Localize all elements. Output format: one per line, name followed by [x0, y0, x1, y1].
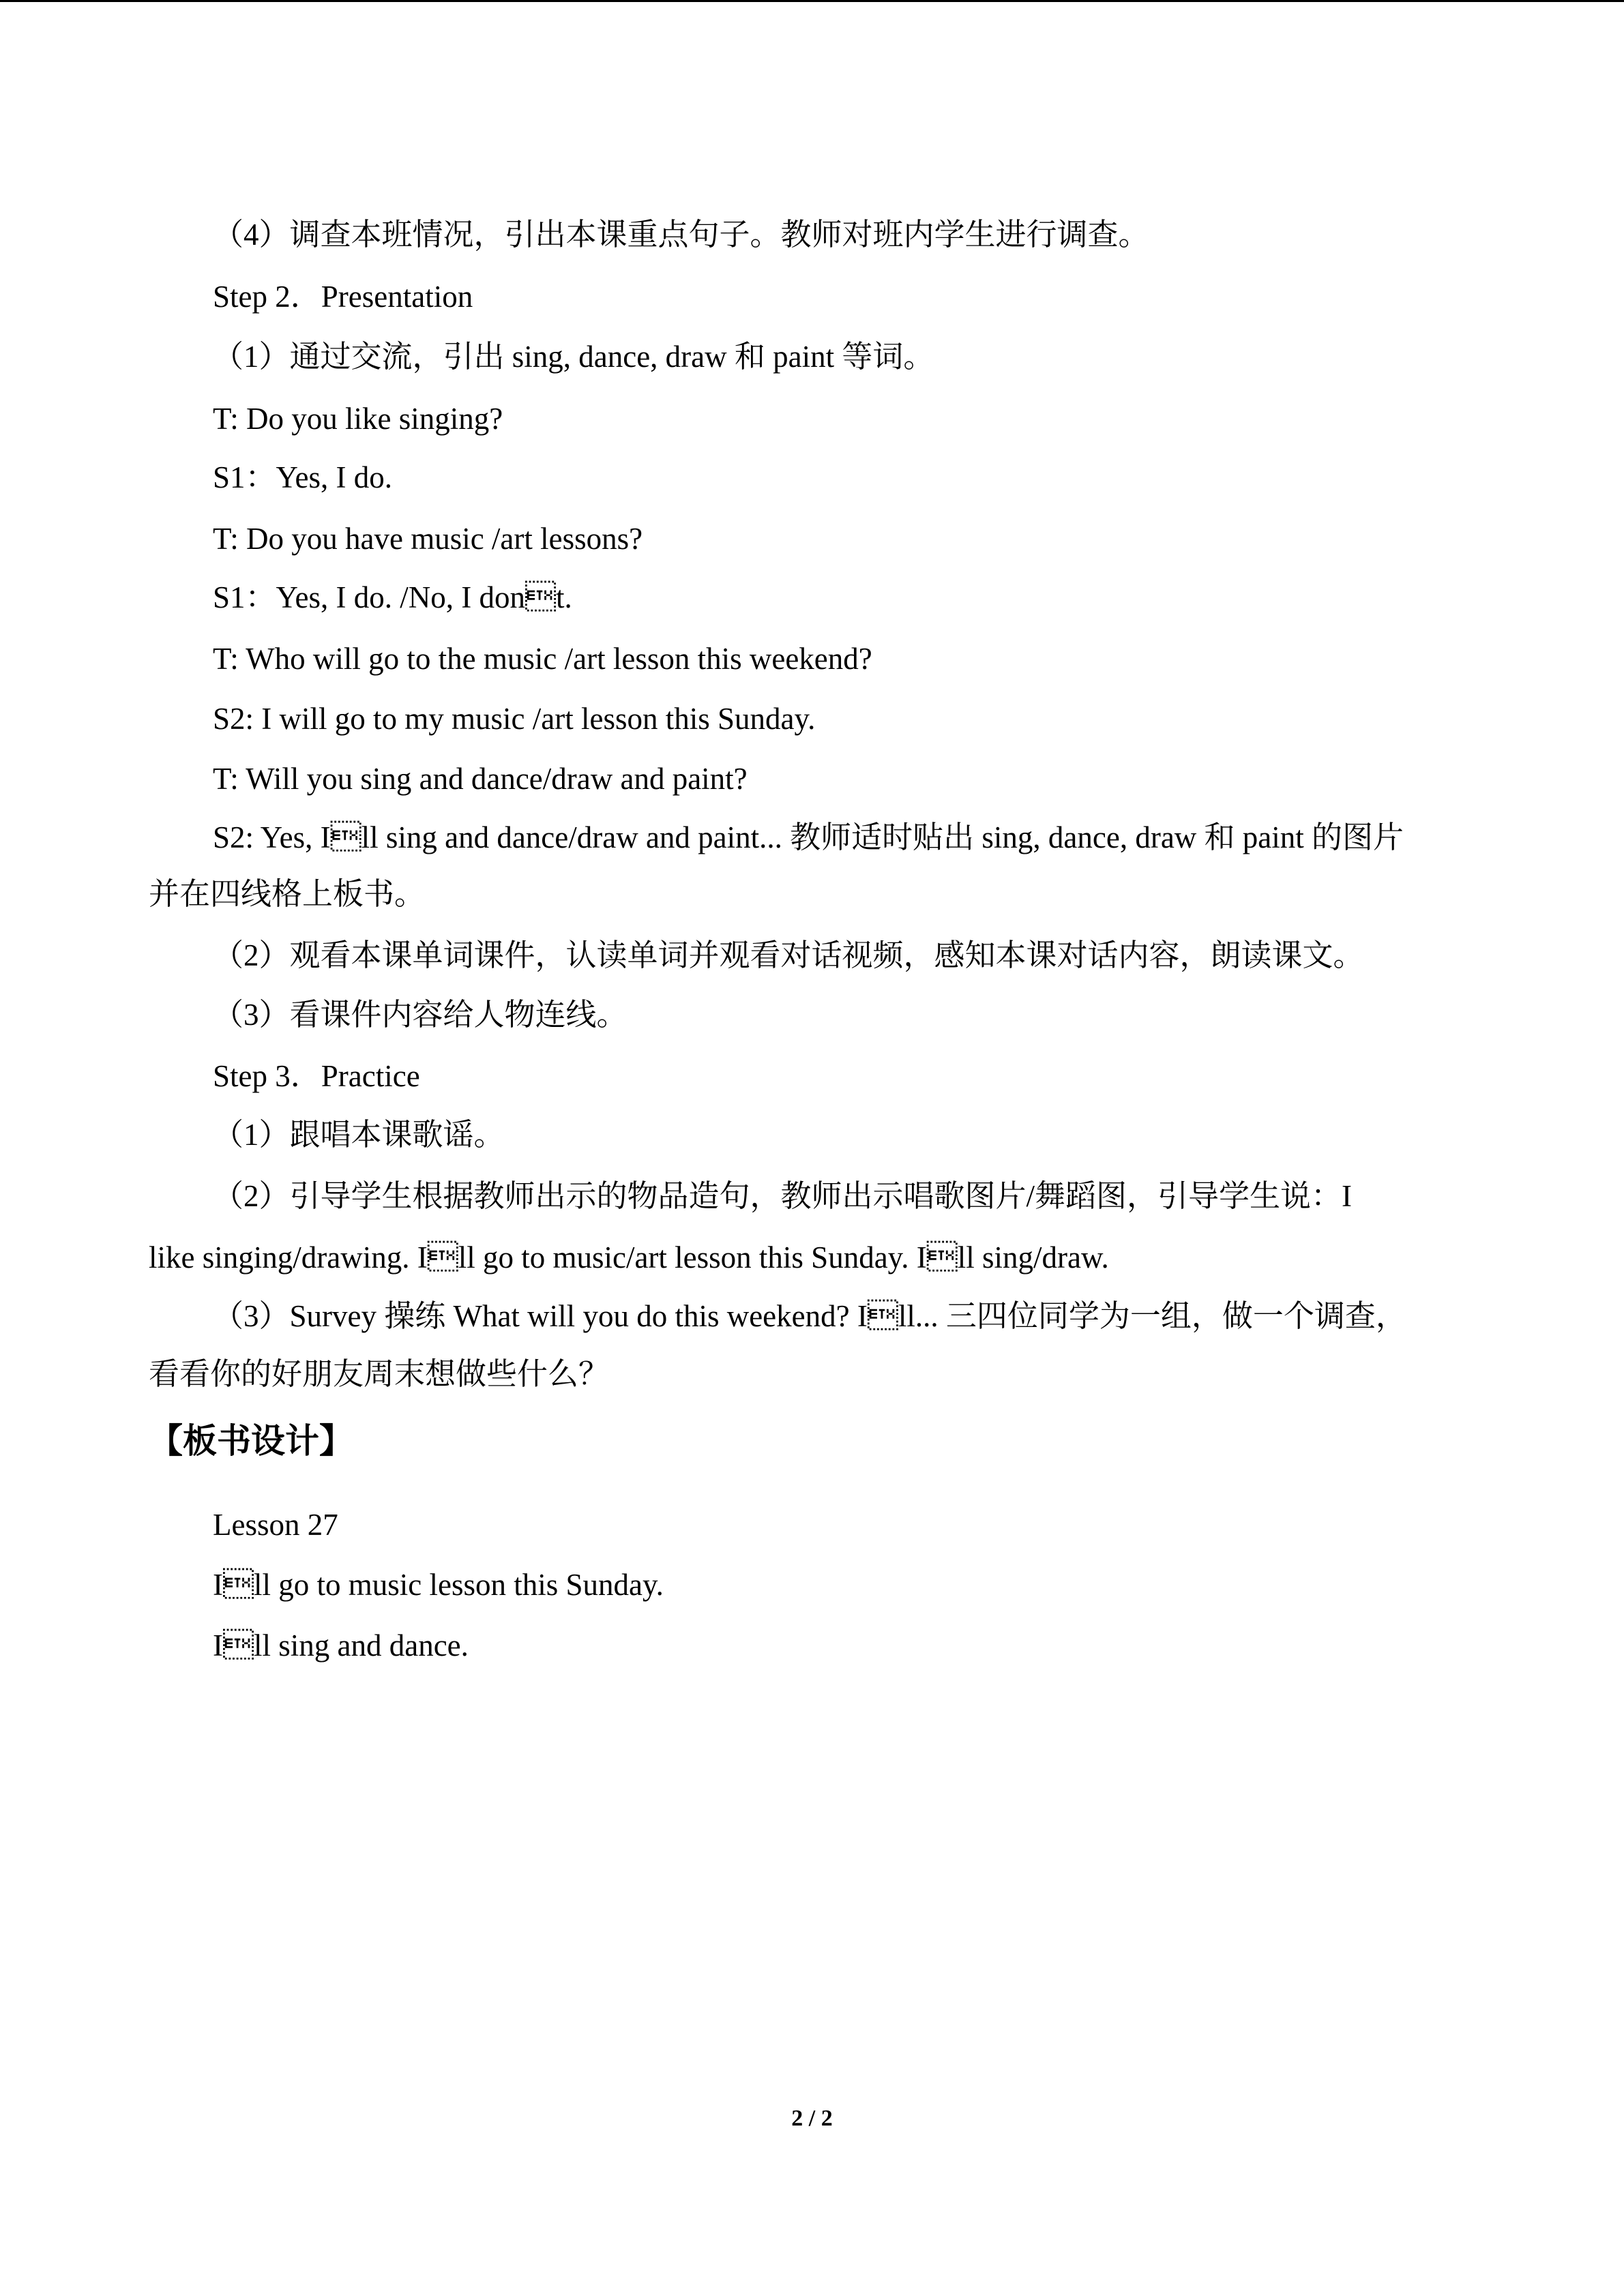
step-heading: Step 3．Practice: [213, 1059, 420, 1093]
body-line: （1）跟唱本课歌谣。: [213, 1118, 505, 1152]
body-line: （2）引导学生根据教师出示的物品造句，教师出示唱歌图片/舞蹈图，引导学生说：I: [213, 1179, 1352, 1213]
board-line: Lesson 27: [213, 1508, 338, 1542]
dialogue-line: S1：Yes, I do.: [213, 460, 392, 494]
body-line: （2）观看本课单词课件，认读单词并观看对话视频，感知本课对话内容，朗读课文。: [213, 938, 1364, 972]
page-number: 2 / 2: [791, 2106, 833, 2131]
body-line: （3）看课件内容给人物连线。: [213, 998, 628, 1032]
board-line: Ill sing and dance.: [213, 1628, 469, 1663]
dialogue-line: T: Do you like singing?: [213, 402, 503, 436]
body-line-continuation: 看看你的好朋友周末想做些什么？: [149, 1357, 610, 1391]
dialogue-line: S1：Yes, I do. /No, I dont.: [213, 580, 572, 614]
dialogue-line: S2: I will go to my music /art lesson this Sunday.: [213, 702, 816, 736]
dialogue-line: T: Will you sing and dance/draw and paint?: [213, 762, 748, 796]
step-heading: Step 2．Presentation: [213, 280, 473, 314]
board-line: Ill go to music lesson this Sunday.: [213, 1568, 664, 1602]
body-line: （4）调查本班情况，引出本课重点句子。教师对班内学生进行调查。: [213, 218, 1149, 252]
dialogue-line: S2: Yes, Ill sing and dance/draw and paint... 教师适时贴出 sing, dance, draw 和 paint 的图片: [213, 820, 1404, 854]
dialogue-line: T: Do you have music /art lessons?: [213, 522, 643, 556]
section-heading: 【板书设计】: [149, 1421, 353, 1461]
dialogue-line: T: Who will go to the music /art lesson this weekend?: [213, 642, 872, 676]
body-line-continuation: 并在四线格上板书。: [149, 877, 426, 911]
body-line: （3）Survey 操练 What will you do this weekend? Ill... 三四位同学为一组，做一个调查，: [213, 1299, 1406, 1333]
body-line: （1）通过交流，引出 sing, dance, draw 和 paint 等词。: [213, 340, 934, 374]
body-line-continuation: like singing/drawing. Ill go to music/art lesson this Sunday. Ill sing/draw.: [149, 1240, 1109, 1274]
